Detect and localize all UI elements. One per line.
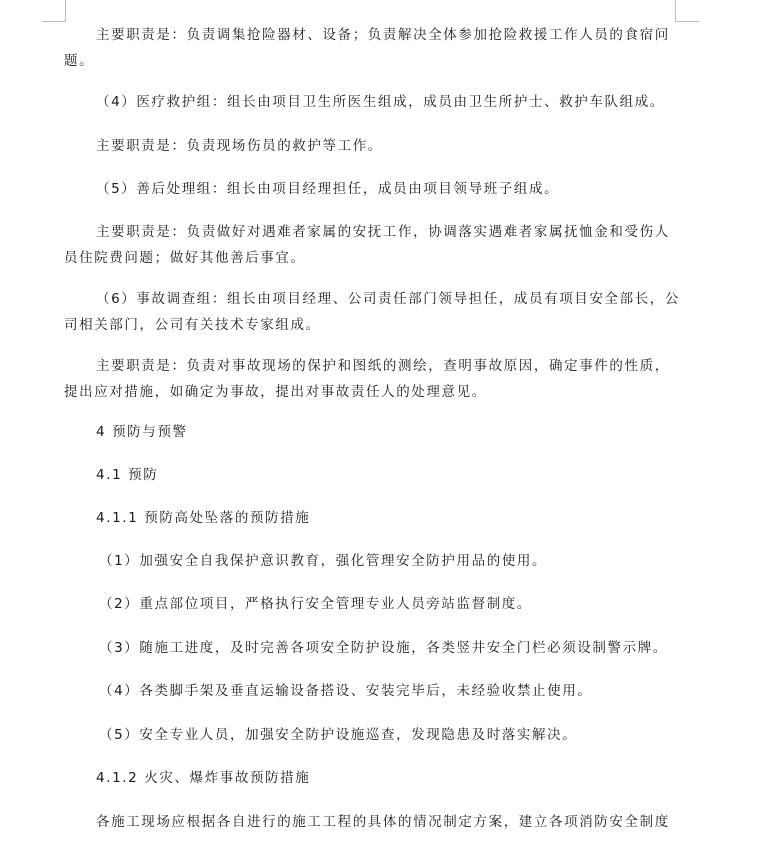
paragraph-medical-team: （4）医疗救护组：组长由项目卫生所医生组成，成员由卫生所护士、救护车队组成。	[96, 94, 665, 110]
list-item-fall-3: （3）随施工进度，及时完善各项安全防护设施，各类竖井安全门栏必须设制警示牌。	[99, 640, 668, 656]
heading-fall-prevention: 4.1.1 预防高处坠落的预防措施	[96, 510, 311, 526]
paragraph-fire-safety-plan: 各施工现场应根据各自进行的施工工程的具体的情况制定方案，建立各项消防安全制度	[96, 814, 670, 830]
list-item-fall-4: （4）各类脚手架及垂直运输设备搭设、安装完毕后，未经验收禁止使用。	[99, 683, 593, 699]
heading-prevention-warning: 4 预防与预警	[96, 424, 188, 440]
paragraph-investigation-duties: 主要职责是：负责对事故现场的保护和图纸的测绘，查明事故原因，确定事件的性质，提出应对措施，如确定为事故，提出对事故责任人的处理意见。	[64, 358, 670, 400]
paragraph-materials-duties: 主要职责是：负责调集抢险器材、设备；负责解决全体参加抢险救援工作人员的食宿问题。	[64, 27, 670, 69]
heading-fire-explosion-prevention: 4.1.2 火灾、爆炸事故预防措施	[96, 770, 311, 786]
paragraph-investigation-team: （6）事故调查组：组长由项目经理、公司责任部门领导担任，成员有项目安全部长，公司相关部门，公司有关技术专家组成。	[64, 291, 680, 333]
paragraph-aftermath-team: （5）善后处理组：组长由项目经理担任，成员由项目领导班子组成。	[96, 181, 560, 197]
list-item-fall-1: （1）加强安全自我保护意识教育，强化管理安全防护用品的使用。	[99, 553, 548, 569]
list-item-fall-5: （5）安全专业人员，加强安全防护设施巡查，发现隐患及时落实解决。	[99, 727, 578, 743]
heading-prevention: 4.1 预防	[96, 467, 159, 483]
paragraph-medical-duties: 主要职责是：负责现场伤员的救护等工作。	[96, 138, 383, 154]
margin-corner-mark-right	[675, 0, 699, 22]
list-item-fall-2: （2）重点部位项目，严格执行安全管理专业人员旁站监督制度。	[99, 596, 532, 612]
margin-corner-mark-left	[42, 0, 66, 22]
paragraph-aftermath-duties: 主要职责是：负责做好对遇难者家属的安抚工作，协调落实遇难者家属抚恤金和受伤人员住院费问题；做好其他善后事宜。	[64, 224, 670, 266]
